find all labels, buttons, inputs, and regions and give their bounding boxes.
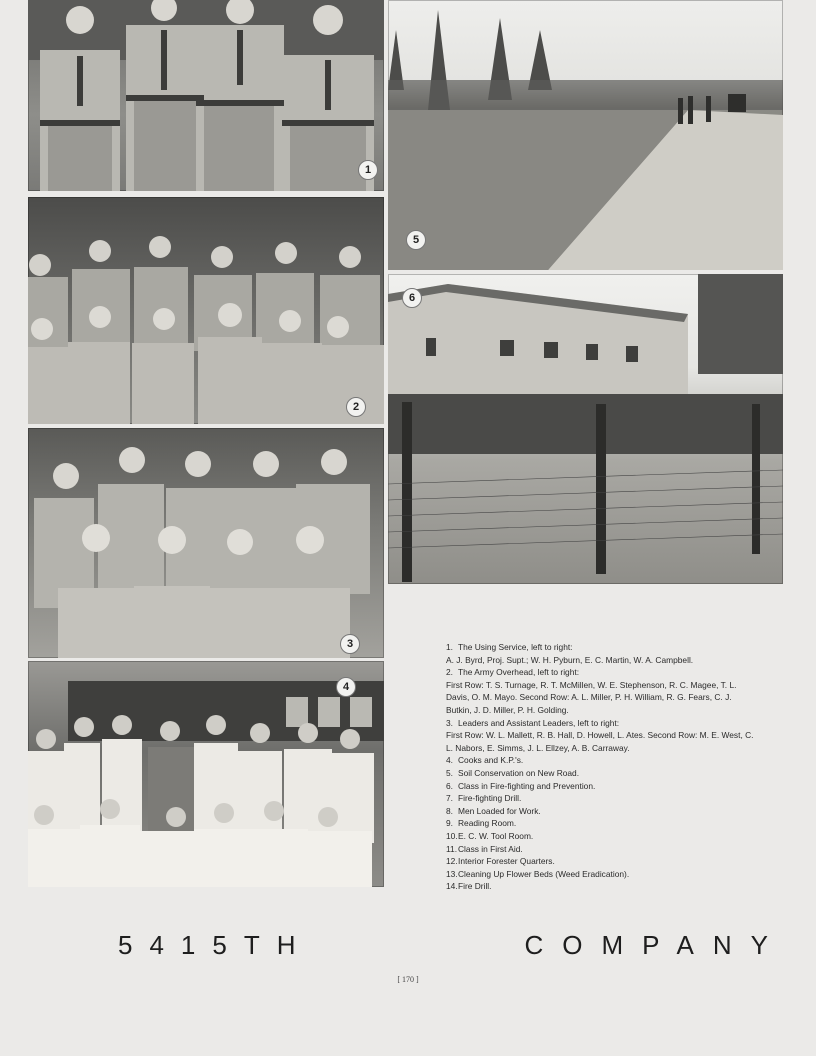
photo-leaders [28, 428, 384, 658]
caption-item: 5. Soil Conservation on New Road. [446, 767, 580, 778]
caption-item: 11. Class in First Aid. [446, 843, 523, 854]
caption-item: 1. The Using Service, left to right: [446, 642, 573, 652]
caption-item: 14. Fire Drill. [446, 881, 492, 892]
captions-list [446, 641, 756, 893]
photo-soil-conservation [388, 0, 783, 270]
photo-fire-fighting-class [388, 274, 783, 584]
caption-item: 7. Fire-fighting Drill. [446, 793, 522, 804]
caption-item: 3. Leaders and Assistant Leaders, left to right: [446, 717, 620, 728]
photo-cooks-kps [28, 661, 384, 887]
photo-number-badge: 5 [406, 230, 426, 250]
caption-subtext: First Row: T. S. Turnage, R. T. McMillen, W. E. Stephenson, R. C. Magee, T. L. Davis, O. M. Mayo. Second Row: A. L. Miller, P. H. William, R. G. Fears, C. J. Butkin, J. D. Miller, P. H. Golding. [446, 679, 737, 715]
caption-item: 12. Interior Forester Quarters. [446, 856, 555, 867]
caption-item: 2. The Army Overhead, left to right: [446, 667, 580, 678]
caption-subtext: A. J. Byrd, Proj. Supt.; W. H. Pyburn, E. C. Martin, W. A. Campbell. [446, 654, 694, 665]
photo-using-service [28, 0, 384, 191]
title-company-number: 5415TH [118, 930, 313, 960]
photo-number-badge: 6 [402, 288, 422, 308]
photo-number-badge: 3 [340, 634, 360, 654]
caption-item: 8. Men Loaded for Work. [446, 805, 541, 816]
photo-number-badge: 4 [336, 677, 356, 697]
photo-army-overhead [28, 197, 384, 424]
caption-item: 13. Cleaning Up Flower Beds (Weed Eradication). [446, 868, 630, 879]
photo-number-badge: 1 [358, 160, 378, 180]
caption-subtext: First Row: W. L. Mallett, R. B. Hall, D. Howell, L. Ates. Second Row: M. E. West, C. L. Nabors, E. Simms, J. L. Ellzey, A. B. Carraway. [446, 730, 754, 753]
caption-item: 4. Cooks and K.P.'s. [446, 755, 524, 766]
caption-item: 10. E. C. W. Tool Room. [446, 830, 534, 841]
page-number: [ 170 ] [397, 975, 419, 984]
caption-item: 9. Reading Room. [446, 818, 517, 829]
title-company-word: COMPANY [524, 930, 787, 960]
caption-item: 6. Class in Fire-fighting and Prevention. [446, 780, 596, 791]
photo-number-badge: 2 [346, 397, 366, 417]
page-title [118, 930, 787, 961]
